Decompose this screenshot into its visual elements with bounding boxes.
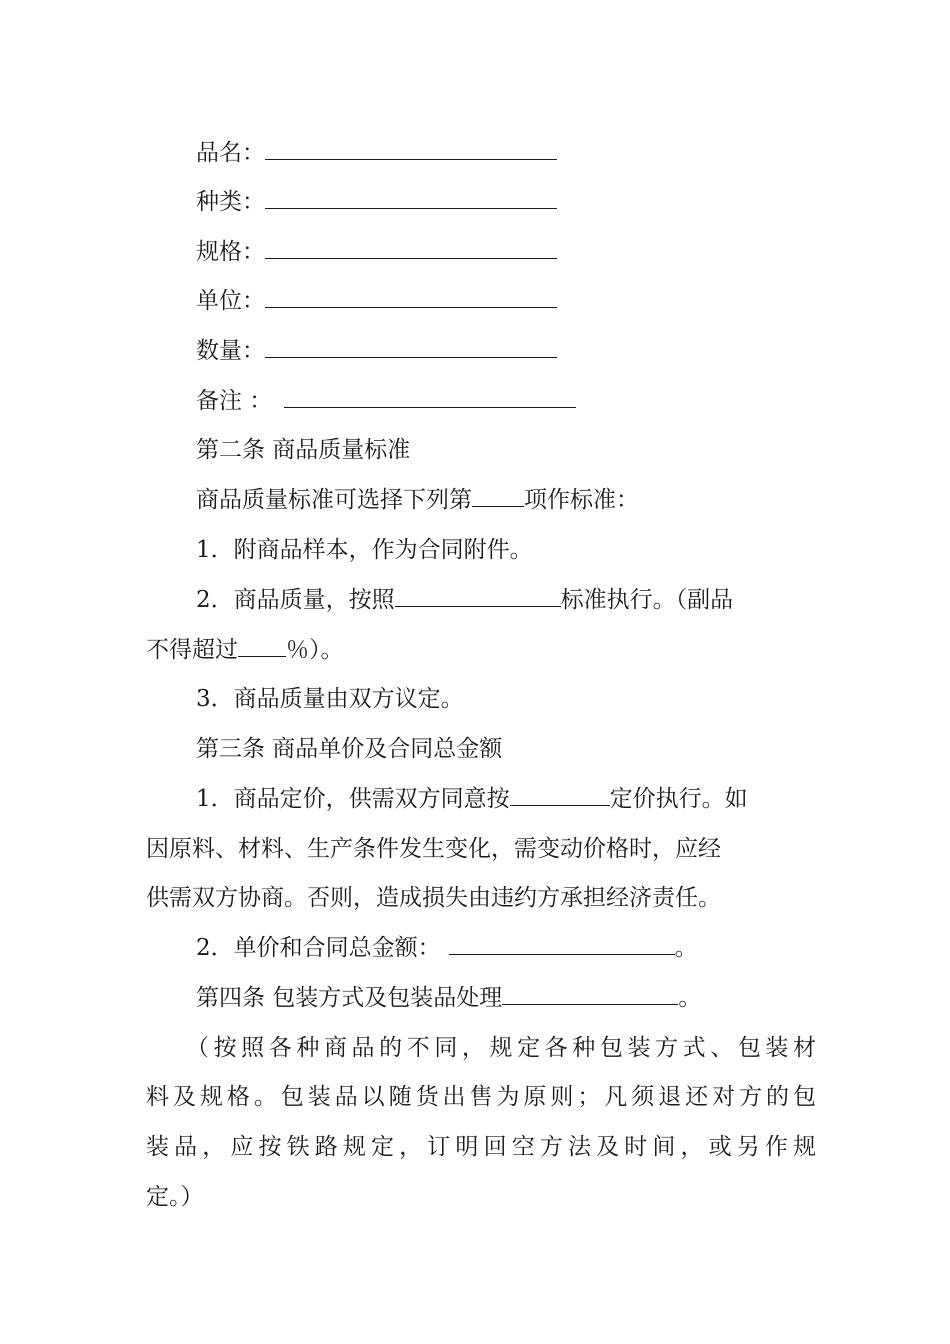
text: 项作标准： [524,487,639,513]
text: 不得超过 [146,637,238,663]
field-label: 规格： [196,239,265,265]
fill-blank[interactable] [472,484,524,507]
text: 商品质量标准可选择下列第 [196,487,472,513]
field-product-name [196,136,816,170]
field-category [196,185,816,219]
fill-blank[interactable] [265,186,557,209]
article-3-item-1-line-3: 供需双方协商。否则，造成损失由违约方承担经济责任。 [146,885,721,911]
fill-blank[interactable] [265,137,557,160]
text: 定价执行。如 [609,786,748,812]
text: 2．商品质量，按照 [196,587,395,613]
text: 标准执行。（副品 [560,587,734,613]
article-3-heading: 第三条 商品单价及合同总金额 [196,736,503,762]
article-2-item-1: 1．附商品样本，作为合同附件。 [196,537,533,563]
article-4-heading [196,981,816,1015]
article-2-heading: 第二条 商品质量标准 [196,437,411,463]
fill-blank[interactable] [449,932,675,955]
fill-blank[interactable] [284,385,576,408]
field-label: 数量： [196,338,265,364]
text: 2．单价和合同总金额： [196,935,441,961]
field-label: 备注 ： [196,388,273,414]
field-label: 品名： [196,140,265,166]
field-label: 种类： [196,189,265,215]
article-3-item-1-line-2: 因原料、材料、生产条件发生变化，需变动价格时，应经 [146,836,721,862]
text: 。 [678,985,702,1011]
article-2-item-2-line-1 [196,583,806,617]
article-2-intro [196,483,816,517]
article-4-note-line-3: 装品，应按铁路规定，订明回空方法及时间，或另作规 [146,1134,816,1160]
text: 1．商品定价，供需双方同意按 [196,786,510,812]
fill-blank[interactable] [510,783,610,806]
fill-blank[interactable] [265,285,557,308]
fill-blank[interactable] [238,634,286,657]
article-4-note-line-1: （按照各种商品的不同，规定各种包装方式、包装材 [186,1035,816,1061]
fill-blank[interactable] [502,982,678,1005]
article-2-item-3: 3．商品质量由双方议定。 [196,686,464,712]
field-label: 单位： [196,288,265,314]
field-unit [196,284,816,318]
article-4-note-line-2: 料及规格。包装品以随货出售为原则；凡须退还对方的包 [146,1084,816,1110]
field-quantity [196,334,816,368]
article-3-item-1-line-1 [196,782,816,816]
article-3-item-2 [196,931,816,965]
fill-blank[interactable] [395,584,561,607]
fill-blank[interactable] [265,335,557,358]
fill-blank[interactable] [265,236,557,259]
field-remarks [196,384,816,418]
text: 。 [674,935,698,961]
article-2-item-2-line-2 [146,633,816,667]
field-spec [196,235,816,269]
text: ％）。 [286,637,344,663]
article-4-note-line-4: 定。） [146,1184,204,1210]
text: 第四条 包装方式及包装品处理 [196,985,503,1011]
